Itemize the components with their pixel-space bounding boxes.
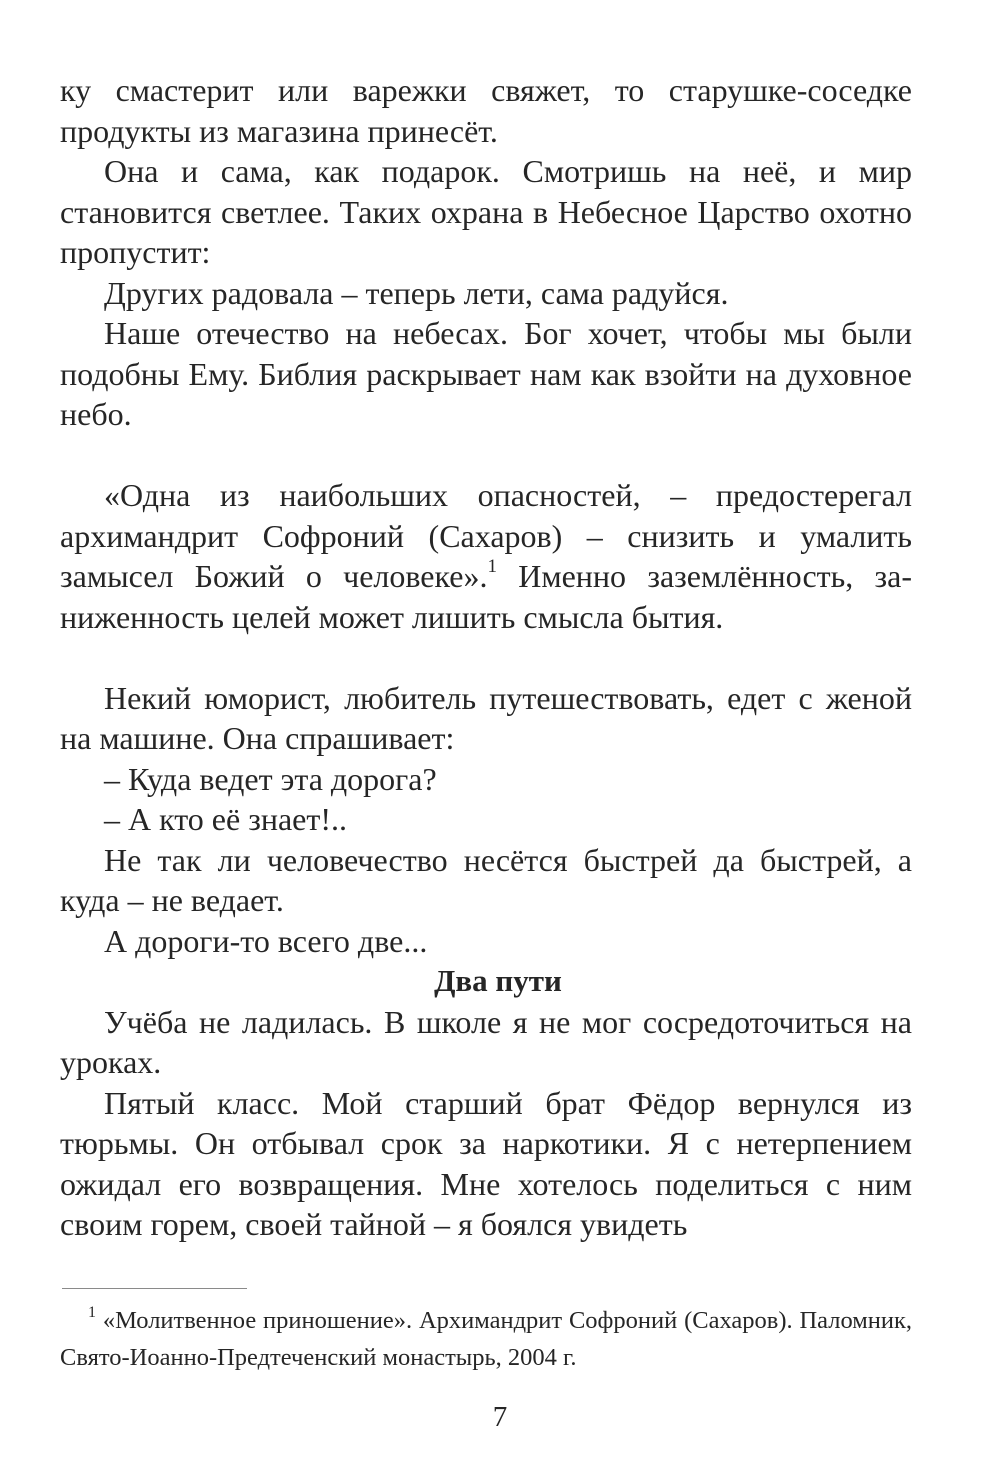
paragraph: Она и сама, как подарок. Смотришь на неё, и мир становится светлее. Таких охрана в Небесное Царство охотно пропустит: bbox=[60, 153, 912, 270]
paragraph-gap bbox=[60, 435, 912, 476]
footnote bbox=[60, 1302, 912, 1376]
paragraph-continuation: ку смастерит или варежки свяжет, то старушке-соседке продукты из магазина принесёт. bbox=[60, 72, 912, 149]
paragraph: Некий юморист, любитель путешествовать, едет с женой на машине. Она спрашивает: bbox=[60, 679, 912, 756]
quote-text: «Одна из наибольших опасностей, – предостерегал архимандрит Софроний (Сахаров) – снизить и умалить замысел Божий о человеке». bbox=[60, 477, 912, 594]
paragraph-gap bbox=[60, 637, 912, 678]
footnote-text: «Молитвенное приношение». Архимандрит Софроний (Сахаров). Паломник, Свято-Иоанно-Предтеченский монастырь, 2004 г. bbox=[60, 1307, 913, 1371]
footnote-marker: 1 bbox=[88, 1303, 96, 1321]
paragraph: Наше отечество на небесах. Бог хочет, чтобы мы были подобны Ему. Библия раскрывает нам как взойти на духовное небо. bbox=[60, 315, 912, 432]
paragraph: Учёба не ладилась. В школе я не мог сосредоточиться на уроках. bbox=[60, 1003, 912, 1080]
page-number: 7 bbox=[492, 1401, 508, 1433]
paragraph: Не так ли человечество несётся быстрей да быстрей, а куда – не ведает. bbox=[60, 841, 912, 918]
footnote-reference[interactable]: 1 bbox=[487, 556, 497, 578]
paragraph: Других радовала – теперь лети, сама радуйся. bbox=[104, 274, 729, 311]
quote-followup-text: Именно заземлённость, заниженность целей может лишить смысла бытия. bbox=[60, 558, 913, 635]
page-body bbox=[60, 70, 912, 1245]
paragraph: А дороги-то всего две... bbox=[104, 922, 428, 959]
quote-paragraph bbox=[60, 475, 912, 637]
dialogue-line: – Куда ведет эта дорога? bbox=[104, 760, 437, 797]
dialogue-line: – А кто её знает!.. bbox=[104, 801, 348, 837]
paragraph: Пятый класс. Мой старший брат Фёдор вернулся из тюрьмы. Он отбывал срок за наркотики. Я с нетерпением ожидал его возвращения. Мне хотелось поделиться с ним своим горем, своей тайной – я боялся увидеть bbox=[60, 1084, 912, 1242]
footnote-separator bbox=[62, 1288, 247, 1289]
section-heading: Два пути bbox=[434, 963, 562, 998]
